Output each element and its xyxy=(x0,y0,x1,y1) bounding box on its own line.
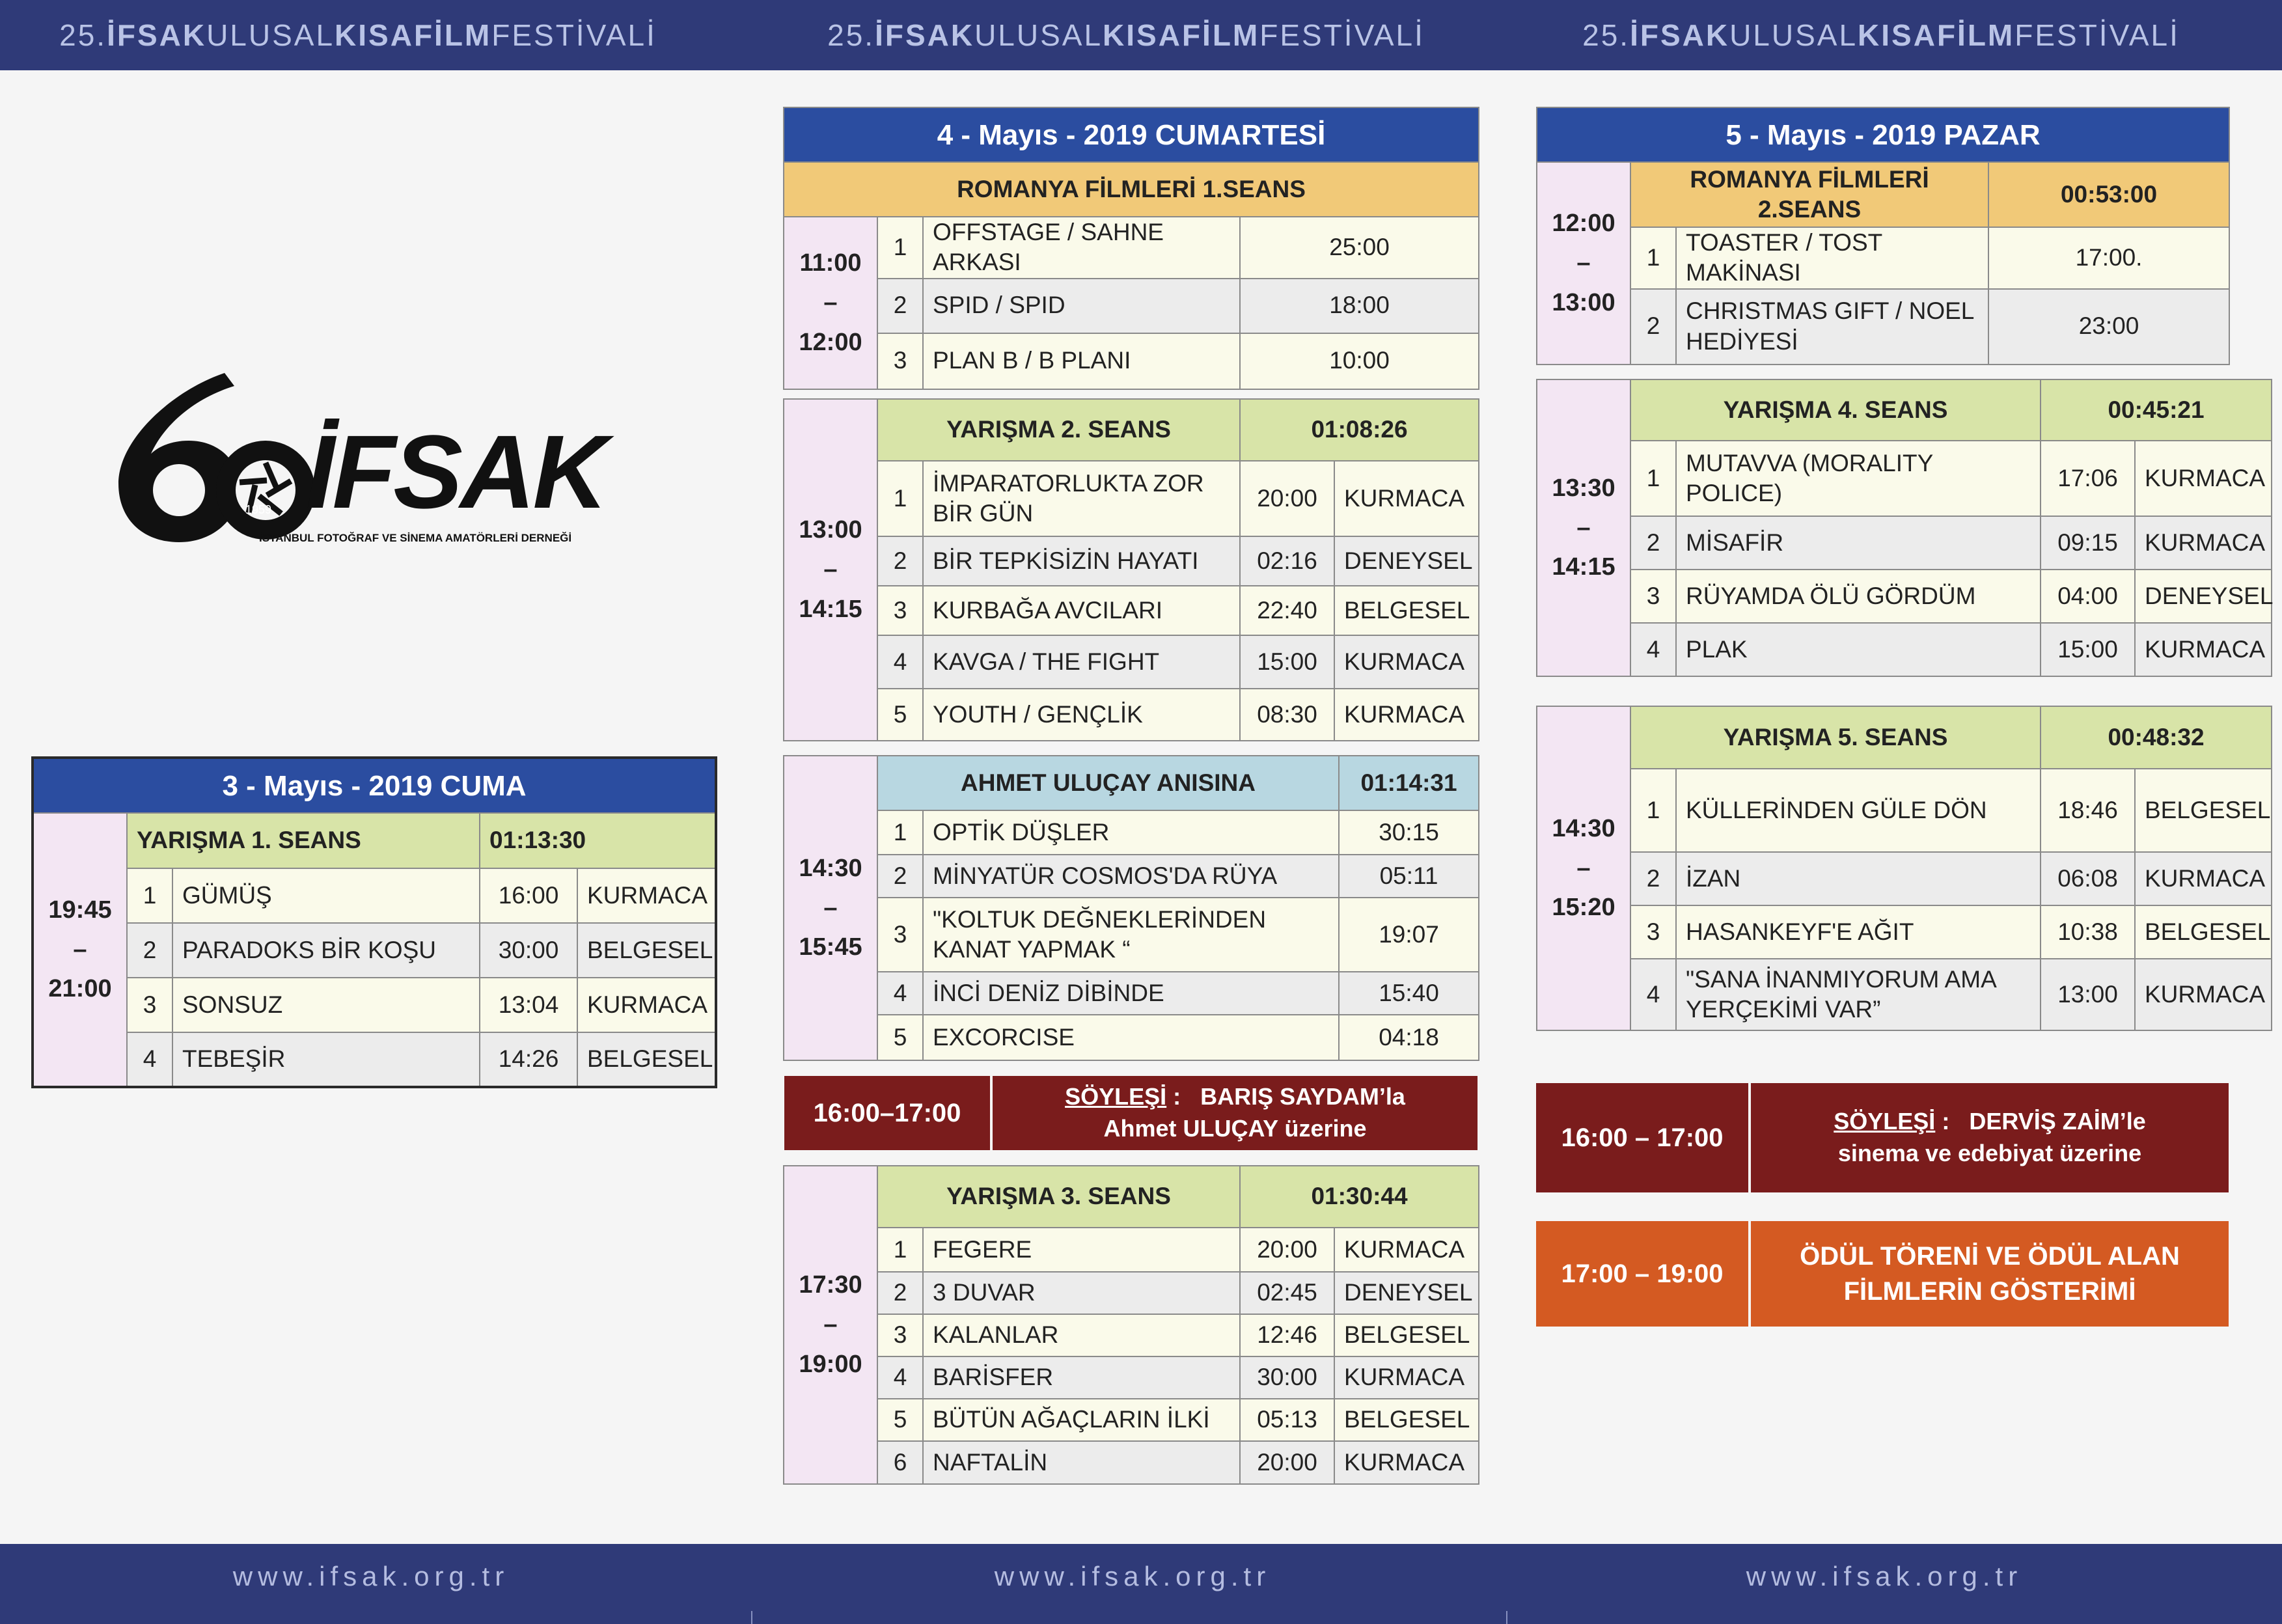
film-row xyxy=(784,279,1479,333)
film-duration: 17:00. xyxy=(1988,227,2229,289)
day5-session5 xyxy=(1536,706,2272,1031)
film-number: 4 xyxy=(877,635,923,689)
session-name: AHMET ULUÇAY ANISINA xyxy=(877,756,1339,810)
film-title: PARADOKS BİR KOŞU xyxy=(172,923,480,978)
film-duration: 10:38 xyxy=(2041,905,2135,959)
film-duration: 13:04 xyxy=(480,978,577,1032)
film-number: 6 xyxy=(877,1441,923,1484)
film-genre: BELGESEL xyxy=(1334,1399,1479,1441)
film-duration: 20:00 xyxy=(1240,1441,1334,1484)
film-number: 4 xyxy=(1630,959,1676,1030)
day-title: 3 - Mayıs - 2019 CUMA xyxy=(33,758,716,813)
film-duration: 04:00 xyxy=(2041,570,2135,623)
film-title: PLAN B / B PLANI xyxy=(923,333,1240,389)
day4-session3 xyxy=(783,1165,1479,1485)
website-url[interactable]: www.ifsak.org.tr xyxy=(232,1561,510,1591)
film-duration: 13:00 xyxy=(2041,959,2135,1030)
award-ceremony-banner xyxy=(1536,1221,2229,1327)
day5-romanya-schedule xyxy=(1536,107,2230,365)
film-row xyxy=(784,1441,1479,1484)
film-duration: 15:00 xyxy=(1240,635,1334,689)
film-row xyxy=(1537,959,2272,1030)
film-title: YOUTH / GENÇLİK xyxy=(923,689,1240,741)
film-row xyxy=(784,689,1479,741)
fold-mark xyxy=(751,1611,752,1624)
film-title: BARİSFER xyxy=(923,1356,1240,1399)
film-duration: 19:07 xyxy=(1339,898,1479,972)
session-name: YARIŞMA 2. SEANS xyxy=(877,399,1240,461)
film-title: MUTAVVA (MORALITY POLICE) xyxy=(1676,441,2041,516)
film-number: 2 xyxy=(877,279,923,333)
film-genre: KURMACA xyxy=(1334,1228,1479,1272)
session-name: ROMANYA FİLMLERİ 2.SEANS xyxy=(1630,162,1988,227)
film-genre: DENEYSEL xyxy=(2135,570,2272,623)
film-number: 1 xyxy=(127,868,172,923)
film-row xyxy=(784,217,1479,279)
film-number: 5 xyxy=(877,689,923,741)
film-number: 1 xyxy=(877,217,923,279)
fold-mark xyxy=(1506,1611,1507,1624)
film-genre: BELGESEL xyxy=(577,1032,716,1087)
film-title: "SANA İNANMIYORUM AMA YERÇEKİMİ VAR” xyxy=(1676,959,2041,1030)
film-duration: 08:30 xyxy=(1240,689,1334,741)
film-genre: KURMACA xyxy=(1334,1356,1479,1399)
film-title: NAFTALİN xyxy=(923,1441,1240,1484)
film-number: 3 xyxy=(127,978,172,1032)
film-genre: KURMACA xyxy=(2135,959,2272,1030)
award-line1: ÖDÜL TÖRENİ VE ÖDÜL ALAN xyxy=(1800,1242,2180,1271)
film-genre: KURMACA xyxy=(2135,516,2272,570)
session-time: 19:45 – 21:00 xyxy=(33,813,127,1087)
film-number: 3 xyxy=(1630,570,1676,623)
film-row xyxy=(1537,516,2272,570)
film-duration: 16:00 xyxy=(480,868,577,923)
film-row xyxy=(1537,769,2272,852)
film-number: 1 xyxy=(1630,769,1676,852)
film-title: TOASTER / TOST MAKİNASI xyxy=(1676,227,1988,289)
film-number: 1 xyxy=(877,810,923,855)
film-genre: KURMACA xyxy=(577,978,716,1032)
film-row xyxy=(784,461,1479,536)
film-row xyxy=(784,333,1479,389)
film-genre: BELGESEL xyxy=(2135,769,2272,852)
film-number: 2 xyxy=(877,1272,923,1314)
talk-separator: : xyxy=(1166,1083,1181,1110)
session-time: 13:00 – 14:15 xyxy=(784,399,877,741)
film-row xyxy=(784,1314,1479,1356)
film-duration: 30:00 xyxy=(1240,1356,1334,1399)
film-number: 4 xyxy=(127,1032,172,1087)
film-title: BİR TEPKİSİZİN HAYATI xyxy=(923,536,1240,586)
film-genre: DENEYSEL xyxy=(1334,536,1479,586)
session-name: YARIŞMA 3. SEANS xyxy=(877,1166,1240,1228)
film-row xyxy=(1537,852,2272,905)
film-number: 1 xyxy=(877,461,923,536)
film-row xyxy=(784,1399,1479,1441)
film-duration: 05:13 xyxy=(1240,1399,1334,1441)
film-number: 4 xyxy=(877,972,923,1015)
session-time: 17:30 – 19:00 xyxy=(784,1166,877,1484)
film-number: 3 xyxy=(1630,905,1676,959)
day4-ulucay-session xyxy=(783,755,1479,1061)
film-duration: 15:00 xyxy=(2041,623,2135,676)
film-row xyxy=(784,898,1479,972)
film-number: 2 xyxy=(1630,852,1676,905)
session-time: 12:00 – 13:00 xyxy=(1537,162,1630,365)
film-row xyxy=(1537,289,2229,365)
session-time: 13:30 – 14:15 xyxy=(1537,379,1630,676)
day4-romanya-schedule xyxy=(783,107,1479,390)
day3-schedule xyxy=(31,756,717,1088)
film-duration: 18:00 xyxy=(1240,279,1479,333)
film-duration: 12:46 xyxy=(1240,1314,1334,1356)
day5-talk-banner xyxy=(1536,1083,2229,1192)
film-row xyxy=(33,923,716,978)
session-name: ROMANYA FİLMLERİ 1.SEANS xyxy=(784,162,1479,217)
logo-year: 1959 xyxy=(245,503,272,516)
film-number: 5 xyxy=(877,1015,923,1060)
session-name: YARIŞMA 4. SEANS xyxy=(1630,379,2041,441)
film-row xyxy=(784,1228,1479,1272)
film-title: "KOLTUK DEĞNEKLERİNDEN KANAT YAPMAK “ xyxy=(923,898,1339,972)
session-time: 11:00 – 12:00 xyxy=(784,217,877,389)
film-number: 1 xyxy=(1630,227,1676,289)
film-number: 2 xyxy=(877,855,923,898)
film-duration: 06:08 xyxy=(2041,852,2135,905)
film-duration: 20:00 xyxy=(1240,461,1334,536)
session-duration: 01:30:44 xyxy=(1240,1166,1479,1228)
film-title: MİNYATÜR COSMOS'DA RÜYA xyxy=(923,855,1339,898)
talk-description xyxy=(990,1076,1478,1150)
film-number: 2 xyxy=(877,536,923,586)
film-title: OPTİK DÜŞLER xyxy=(923,810,1339,855)
film-title: İZAN xyxy=(1676,852,2041,905)
film-number: 3 xyxy=(877,1314,923,1356)
film-row xyxy=(33,868,716,923)
film-number: 3 xyxy=(877,586,923,635)
film-title: OFFSTAGE / SAHNE ARKASI xyxy=(923,217,1240,279)
film-row xyxy=(1537,570,2272,623)
award-time: 17:00 – 19:00 xyxy=(1536,1221,1748,1327)
film-genre: DENEYSEL xyxy=(1334,1272,1479,1314)
session-duration: 01:13:30 xyxy=(480,813,716,868)
film-duration: 17:06 xyxy=(2041,441,2135,516)
film-title: 3 DUVAR xyxy=(923,1272,1240,1314)
film-row xyxy=(784,1272,1479,1314)
film-genre: KURMACA xyxy=(2135,852,2272,905)
film-row xyxy=(1537,441,2272,516)
film-title: MİSAFİR xyxy=(1676,516,2041,570)
film-duration: 18:46 xyxy=(2041,769,2135,852)
film-genre: BELGESEL xyxy=(1334,586,1479,635)
talk-label: SÖYLEŞİ xyxy=(1065,1083,1167,1110)
website-url[interactable]: www.ifsak.org.tr xyxy=(994,1561,1271,1591)
session-duration: 00:53:00 xyxy=(1988,162,2229,227)
film-duration: 09:15 xyxy=(2041,516,2135,570)
film-duration: 04:18 xyxy=(1339,1015,1479,1060)
ifsak-60-logo xyxy=(111,361,631,550)
film-genre: BELGESEL xyxy=(1334,1314,1479,1356)
film-number: 1 xyxy=(877,1228,923,1272)
film-title: KAVGA / THE FIGHT xyxy=(923,635,1240,689)
film-row xyxy=(784,855,1479,898)
session-duration: 01:08:26 xyxy=(1240,399,1479,461)
film-genre: KURMACA xyxy=(1334,689,1479,741)
film-duration: 05:11 xyxy=(1339,855,1479,898)
film-title: TEBEŞİR xyxy=(172,1032,480,1087)
festival-title: 25.İFSAKULUSALKISAFİLMFESTİVALİ xyxy=(59,18,657,52)
film-title: RÜYAMDA ÖLÜ GÖRDÜM xyxy=(1676,570,2041,623)
film-title: İNCİ DENİZ DİBİNDE xyxy=(923,972,1339,1015)
talk-description xyxy=(1748,1083,2229,1192)
session-duration: 01:14:31 xyxy=(1339,756,1479,810)
website-url[interactable]: www.ifsak.org.tr xyxy=(1746,1561,2023,1591)
festival-title: 25.İFSAKULUSALKISAFİLMFESTİVALİ xyxy=(1582,18,2180,52)
film-title: CHRISTMAS GIFT / NOEL HEDİYESİ xyxy=(1676,289,1988,365)
festival-title: 25.İFSAKULUSALKISAFİLMFESTİVALİ xyxy=(827,18,1425,52)
film-title: SPID / SPID xyxy=(923,279,1240,333)
talk-time: 16:00–17:00 xyxy=(784,1076,990,1150)
talk-line2: Ahmet ULUÇAY üzerine xyxy=(1103,1115,1367,1142)
film-duration: 15:40 xyxy=(1339,972,1479,1015)
film-genre: BELGESEL xyxy=(577,923,716,978)
film-row xyxy=(33,978,716,1032)
film-number: 3 xyxy=(877,333,923,389)
film-title: KURBAĞA AVCILARI xyxy=(923,586,1240,635)
film-duration: 30:00 xyxy=(480,923,577,978)
film-row xyxy=(784,1356,1479,1399)
film-row xyxy=(784,972,1479,1015)
film-duration: 02:16 xyxy=(1240,536,1334,586)
film-genre: BELGESEL xyxy=(2135,905,2272,959)
film-title: HASANKEYF'E AĞIT xyxy=(1676,905,2041,959)
film-genre: KURMACA xyxy=(1334,461,1479,536)
film-duration: 30:15 xyxy=(1339,810,1479,855)
session-time: 14:30 – 15:20 xyxy=(1537,706,1630,1030)
film-number: 2 xyxy=(1630,516,1676,570)
film-row xyxy=(1537,905,2272,959)
film-duration: 14:26 xyxy=(480,1032,577,1087)
film-title: KALANLAR xyxy=(923,1314,1240,1356)
day5-session4 xyxy=(1536,379,2272,677)
film-row xyxy=(784,810,1479,855)
session-time: 14:30 – 15:45 xyxy=(784,756,877,1060)
film-title: SONSUZ xyxy=(172,978,480,1032)
film-duration: 23:00 xyxy=(1988,289,2229,365)
session-duration: 00:48:32 xyxy=(2041,706,2272,769)
film-duration: 22:40 xyxy=(1240,586,1334,635)
film-row xyxy=(784,1015,1479,1060)
logo-wordmark: İFSAK xyxy=(306,413,605,530)
film-title: İMPARATORLUKTA ZOR BİR GÜN xyxy=(923,461,1240,536)
day-title: 4 - Mayıs - 2019 CUMARTESİ xyxy=(784,107,1479,162)
film-duration: 10:00 xyxy=(1240,333,1479,389)
film-row xyxy=(33,1032,716,1087)
film-genre: KURMACA xyxy=(1334,1441,1479,1484)
film-number: 4 xyxy=(877,1356,923,1399)
film-title: KÜLLERİNDEN GÜLE DÖN xyxy=(1676,769,2041,852)
film-title: BÜTÜN AĞAÇLARIN İLKİ xyxy=(923,1399,1240,1441)
day4-talk-banner xyxy=(784,1076,1478,1150)
film-number: 4 xyxy=(1630,623,1676,676)
film-genre: KURMACA xyxy=(2135,441,2272,516)
talk-label: SÖYLEŞİ xyxy=(1834,1108,1936,1135)
day-title: 5 - Mayıs - 2019 PAZAR xyxy=(1537,107,2229,162)
film-genre: KURMACA xyxy=(1334,635,1479,689)
film-duration: 02:45 xyxy=(1240,1272,1334,1314)
day4-session2 xyxy=(783,398,1479,741)
film-duration: 20:00 xyxy=(1240,1228,1334,1272)
film-number: 3 xyxy=(877,898,923,972)
film-genre: KURMACA xyxy=(577,868,716,923)
talk-line2: sinema ve edebiyat üzerine xyxy=(1837,1140,2142,1166)
session-duration: 00:45:21 xyxy=(2041,379,2272,441)
award-description xyxy=(1748,1221,2229,1327)
film-title: FEGERE xyxy=(923,1228,1240,1272)
talk-separator: : xyxy=(1935,1108,1950,1135)
film-number: 5 xyxy=(877,1399,923,1441)
talk-line1: BARIŞ SAYDAM’la xyxy=(1200,1083,1405,1110)
session-name: YARIŞMA 5. SEANS xyxy=(1630,706,2041,769)
film-row xyxy=(784,536,1479,586)
film-title: PLAK xyxy=(1676,623,2041,676)
logo-tagline: İSTANBUL FOTOĞRAF VE SİNEMA AMATÖRLERİ DERNEĞİ xyxy=(259,532,572,544)
film-number: 2 xyxy=(127,923,172,978)
film-number: 1 xyxy=(1630,441,1676,516)
film-genre: KURMACA xyxy=(2135,623,2272,676)
award-line2: FİLMLERİN GÖSTERİMİ xyxy=(1843,1277,2136,1306)
session-name: YARIŞMA 1. SEANS xyxy=(127,813,480,868)
film-row xyxy=(1537,623,2272,676)
film-row xyxy=(784,586,1479,635)
talk-line1: DERVİŞ ZAİM’le xyxy=(1969,1108,2146,1135)
film-row xyxy=(1537,227,2229,289)
film-title: EXCORCISE xyxy=(923,1015,1339,1060)
talk-time: 16:00 – 17:00 xyxy=(1536,1083,1748,1192)
film-title: GÜMÜŞ xyxy=(172,868,480,923)
film-number: 2 xyxy=(1630,289,1676,365)
film-duration: 25:00 xyxy=(1240,217,1479,279)
film-row xyxy=(784,635,1479,689)
